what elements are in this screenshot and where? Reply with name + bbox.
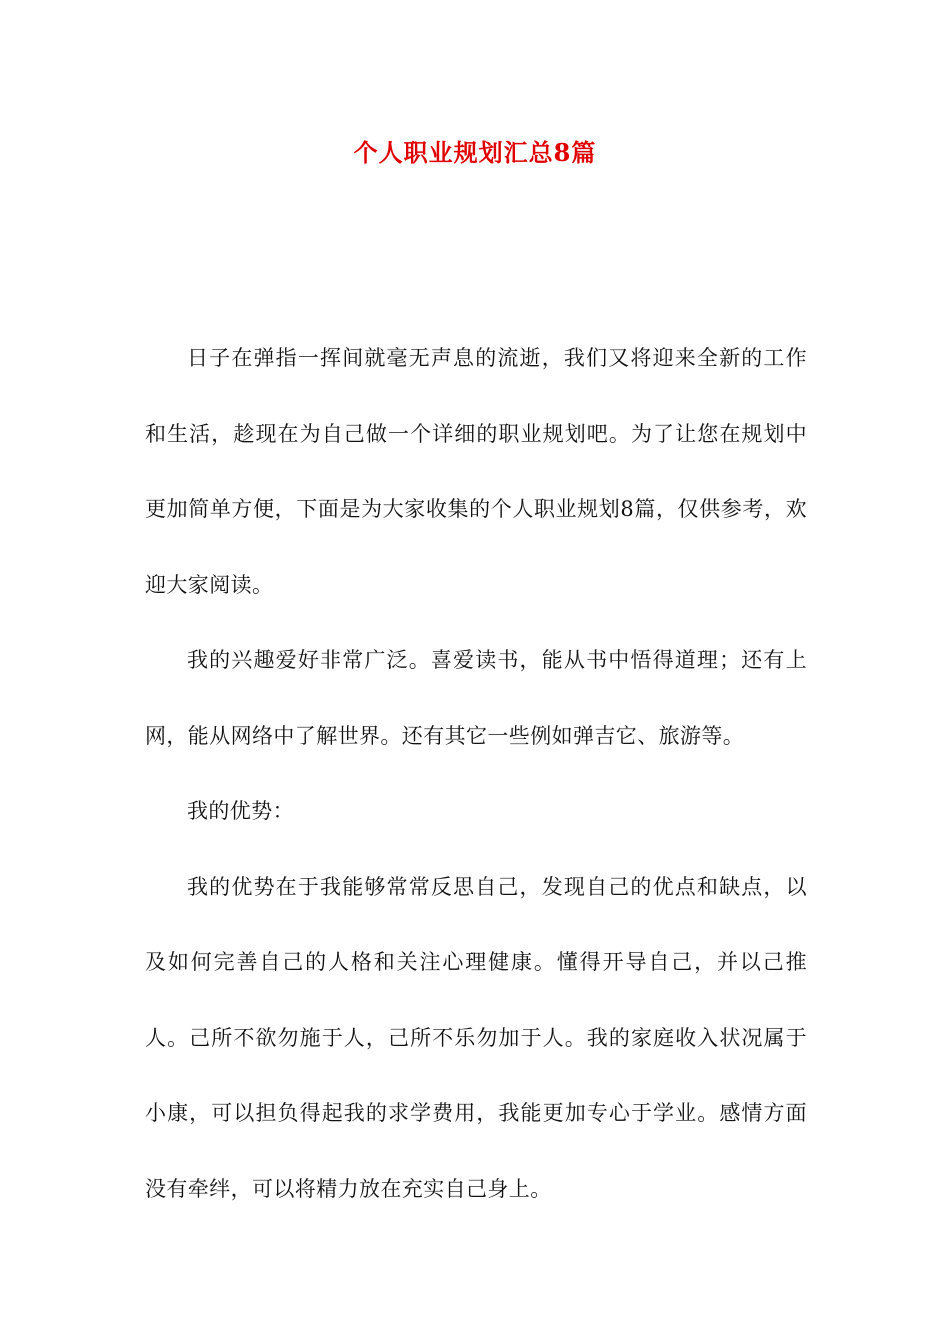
- paragraph-interests: 我的兴趣爱好非常广泛。喜爱读书，能从书中悟得道理；还有上网，能从网络中了解世界。还有其它一些例如弹吉它、旅游等。: [145, 648, 807, 748]
- document-title: 个人职业规划汇总8篇: [353, 138, 597, 167]
- paragraph-strengths-heading: 我的优势：: [187, 799, 294, 823]
- paragraph-intro: 日子在弹指一挥间就毫无声息的流逝，我们又将迎来全新的工作和生活，趁现在为自己做一个详细的职业规划吧。为了让您在规划中更加简单方便，下面是为大家收集的个人职业规划8篇，仅供参考，欢迎大家阅读。: [145, 346, 807, 597]
- document-body: [145, 321, 807, 1227]
- paragraph-strengths: 我的优势在于我能够常常反思自己，发现自己的优点和缺点，以及如何完善自己的人格和关注心理健康。懂得开导自己，并以己推人。己所不欲勿施于人，己所不乐勿加于人。我的家庭收入状况属于小康，可以担负得起我的求学费用，我能更加专心于学业。感情方面没有牵绊，可以将精力放在充实自己身上。: [145, 874, 807, 1201]
